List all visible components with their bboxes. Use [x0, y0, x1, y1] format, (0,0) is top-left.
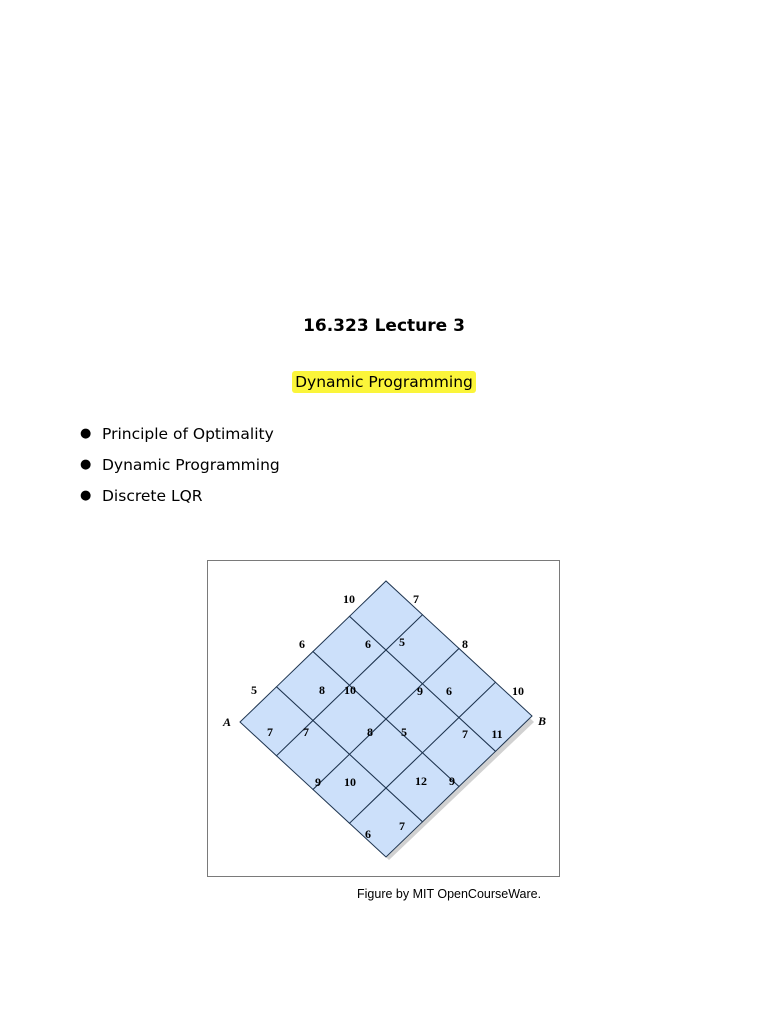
bullet-item [80, 422, 280, 453]
dp-grid-diagram [208, 561, 559, 876]
edge-weight-label: 6 [446, 683, 452, 698]
bullet-icon: ● [80, 488, 92, 503]
edge-weight-label: 8 [462, 636, 468, 651]
bullet-item [80, 453, 280, 484]
edge-weight-label: 7 [399, 818, 405, 833]
edge-weight-label: 8 [319, 682, 325, 697]
edge-weight-label: 7 [303, 724, 309, 739]
subtitle-highlighted: Dynamic Programming [292, 371, 476, 393]
edge-weight-label: 8 [367, 724, 373, 739]
edge-weight-label: 10 [344, 774, 356, 789]
edge-weight-label: 5 [399, 634, 405, 649]
start-node-label: A [222, 714, 232, 729]
edge-weight-label: 12 [415, 773, 427, 788]
dp-grid-figure [207, 560, 560, 877]
bullet-item [80, 484, 280, 515]
edge-weight-label: 6 [299, 636, 305, 651]
bullet-text: Discrete LQR [102, 487, 203, 505]
bullet-icon: ● [80, 426, 92, 441]
bullet-text: Principle of Optimality [102, 425, 274, 443]
end-node-label: B [537, 713, 547, 728]
edge-weight-label: 10 [343, 591, 355, 606]
page-title: 16.323 Lecture 3 [303, 316, 465, 336]
edge-weight-label: 6 [365, 636, 371, 651]
edge-weight-label: 11 [491, 726, 503, 741]
edge-weight-label: 9 [449, 773, 455, 788]
edge-weight-label: 10 [344, 682, 356, 697]
edge-weight-label: 10 [512, 683, 524, 698]
bullet-text: Dynamic Programming [102, 456, 280, 474]
edge-weight-label: 5 [251, 682, 257, 697]
subtitle-container [0, 371, 768, 393]
edge-weight-label: 7 [413, 591, 419, 606]
edge-weight-label: 9 [417, 683, 423, 698]
edge-weight-label: 9 [315, 774, 321, 789]
edge-weight-label: 7 [267, 724, 273, 739]
bullet-list [80, 422, 280, 515]
edge-weight-label: 7 [462, 726, 468, 741]
edge-weight-label: 6 [365, 826, 371, 841]
bullet-icon: ● [80, 457, 92, 472]
edge-weight-label: 5 [401, 724, 407, 739]
figure-caption: Figure by MIT OpenCourseWare. [357, 887, 542, 901]
